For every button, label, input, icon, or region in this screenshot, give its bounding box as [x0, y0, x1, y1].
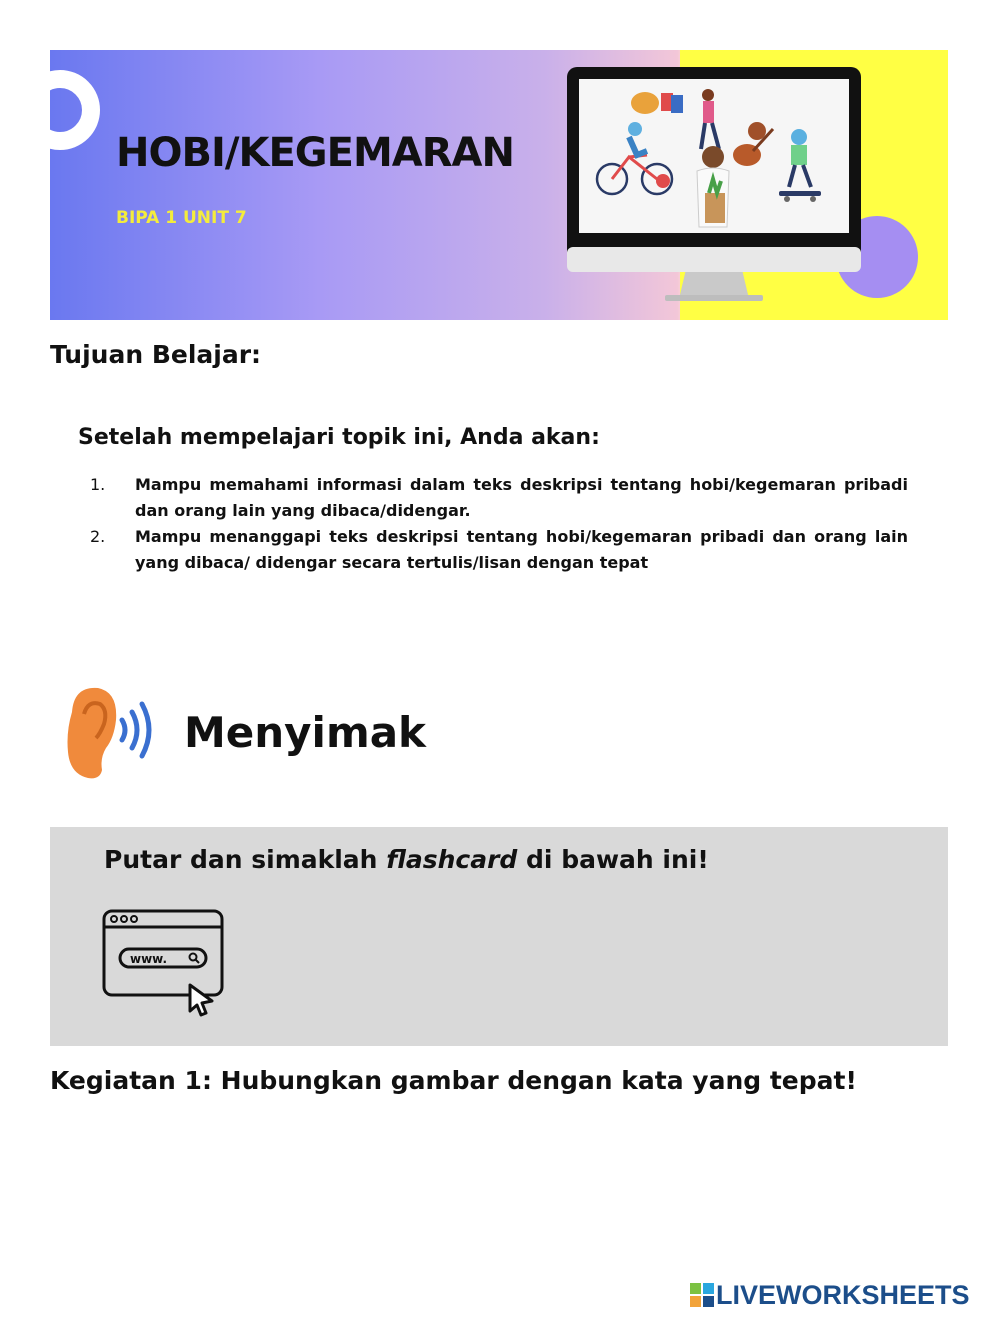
- decorative-ring-icon: [50, 70, 100, 150]
- list-item-number: 1.: [90, 475, 106, 494]
- browser-link-icon[interactable]: [102, 909, 226, 1019]
- list-item: [90, 472, 908, 524]
- activity-heading: Kegiatan 1: Hubungkan gambar dengan kata yang tepat!: [50, 1066, 857, 1095]
- flashcard-panel: [50, 827, 948, 1046]
- list-item-number: 2.: [90, 527, 106, 546]
- unit-subtitle: BIPA 1 UNIT 7: [116, 208, 247, 228]
- liveworksheets-logo[interactable]: [690, 1278, 970, 1312]
- url-text: www.: [130, 952, 168, 966]
- list-item: [90, 524, 908, 576]
- ear-sound-icon: [60, 682, 160, 782]
- hobbies-monitor-illustration: [567, 67, 861, 302]
- list-item-text: Mampu menanggapi teks deskripsi tentang hobi/kegemaran pribadi dan orang lain yang dibaca/ didengar secara tertulis/lisan dengan tepat: [135, 527, 908, 572]
- objectives-heading: Tujuan Belajar:: [50, 340, 262, 369]
- logo-blocks-icon: [690, 1283, 714, 1307]
- flashcard-instruction: Putar dan simaklah flashcard di bawah ini!: [104, 845, 709, 874]
- objectives-intro: Setelah mempelajari topik ini, Anda akan:: [78, 425, 600, 450]
- listening-heading: Menyimak: [184, 708, 426, 757]
- list-item-text: Mampu memahami informasi dalam teks deskripsi tentang hobi/kegemaran pribadi dan orang lain yang dibaca/didengar.: [135, 475, 908, 520]
- page-title: HOBI/KEGEMARAN: [116, 130, 514, 176]
- logo-text: LIVEWORKSHEETS: [716, 1279, 970, 1310]
- header-banner: [50, 50, 948, 320]
